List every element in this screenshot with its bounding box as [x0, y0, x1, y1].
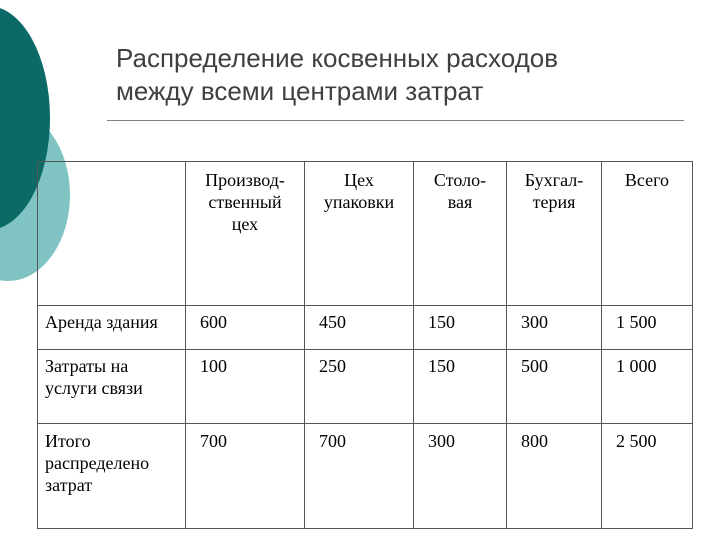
cell-value: 800	[521, 431, 548, 451]
table-cell	[602, 350, 693, 424]
table-header-row	[38, 162, 693, 306]
table-cell	[414, 306, 507, 350]
header-text: цех	[231, 214, 259, 234]
row-label-text: Затраты на	[45, 356, 129, 376]
header-text: упаковки	[323, 192, 395, 212]
header-text: ственный	[208, 192, 282, 212]
table-cell	[186, 306, 305, 350]
page-title	[116, 42, 676, 108]
header-packaging	[305, 162, 414, 306]
table-cell	[186, 424, 305, 529]
header-text: Производ-	[205, 170, 285, 190]
cell-value: 500	[521, 356, 548, 376]
cell-value: 250	[319, 356, 346, 376]
header-text: Всего	[624, 170, 670, 190]
cost-allocation-table	[37, 161, 693, 529]
table-row	[38, 424, 693, 529]
row-label-text: распределено	[45, 453, 150, 473]
cell-value: 700	[200, 431, 227, 451]
table-cell	[507, 350, 602, 424]
cell-value: 150	[428, 356, 455, 376]
table-cell	[414, 424, 507, 529]
cell-value: 100	[200, 356, 227, 376]
cell-value: 150	[428, 312, 455, 332]
header-accounting	[507, 162, 602, 306]
row-label	[38, 350, 186, 424]
table-cell	[414, 350, 507, 424]
row-label-text: услуги связи	[45, 378, 143, 398]
row-label-text: Аренда здания	[45, 312, 158, 332]
cell-value: 1 000	[616, 356, 657, 376]
table-cell	[186, 350, 305, 424]
row-label-text: Итого	[45, 431, 91, 451]
cell-value: 700	[319, 431, 346, 451]
cell-value: 2 500	[616, 431, 657, 451]
row-label	[38, 306, 186, 350]
header-text: терия	[532, 192, 576, 212]
table-row	[38, 350, 693, 424]
header-text: Столо-	[433, 170, 487, 190]
title-line-1: Распределение косвенных расходов	[116, 43, 559, 73]
title-divider	[107, 120, 684, 121]
cell-value: 1 500	[616, 312, 657, 332]
header-total	[602, 162, 693, 306]
row-label-text: затрат	[45, 475, 93, 495]
table-cell	[602, 424, 693, 529]
table-cell	[305, 424, 414, 529]
cell-value: 300	[428, 431, 455, 451]
cell-value: 600	[200, 312, 227, 332]
cell-value: 300	[521, 312, 548, 332]
header-production	[186, 162, 305, 306]
table-corner-cell	[38, 162, 186, 306]
table-cell	[507, 306, 602, 350]
row-label	[38, 424, 186, 529]
table-row	[38, 306, 693, 350]
header-text: Цех	[344, 170, 374, 190]
header-text: Бухгал-	[524, 170, 584, 190]
header-text: вая	[447, 192, 473, 212]
table-cell	[602, 306, 693, 350]
cell-value: 450	[319, 312, 346, 332]
title-line-2: между всеми центрами затрат	[116, 76, 484, 106]
header-canteen	[414, 162, 507, 306]
table-cell	[305, 306, 414, 350]
table-cell	[305, 350, 414, 424]
table-cell	[507, 424, 602, 529]
